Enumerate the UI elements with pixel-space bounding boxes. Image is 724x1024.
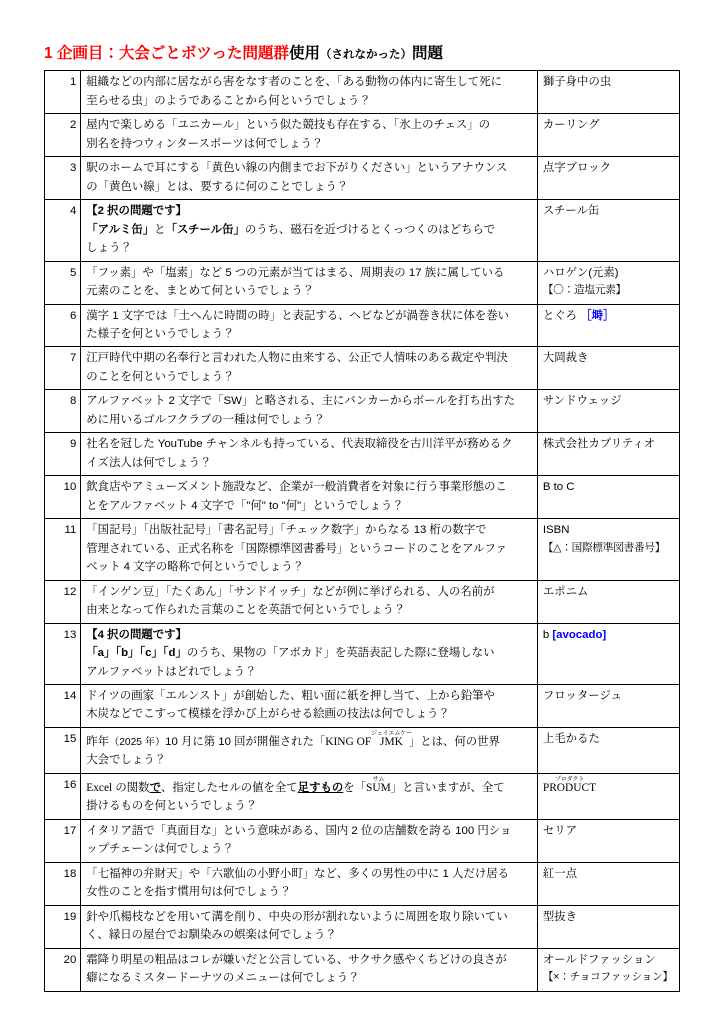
answer-note: 【〇：造塩元素】 — [542, 284, 627, 297]
row-number: 9 — [45, 433, 81, 476]
question-line: のことを何というでしょう？ — [86, 370, 235, 383]
row-number: 17 — [45, 819, 81, 862]
row-number: 7 — [45, 347, 81, 390]
question-line-bold: 【2 択の問題です】 — [86, 205, 187, 218]
answer-cell — [537, 261, 679, 304]
question-line: Excel の関数で、指定したセルの値を全て足すものを「SUMサム」と言いますが、全て — [86, 775, 505, 794]
question-cell — [81, 71, 538, 114]
question-line: 飲食店やアミューズメント施設など、企業が一般消費者を対象に行う事業形態のこ — [86, 481, 507, 494]
question-line: ップチェーンは何でしょう？ — [86, 843, 234, 856]
page-title-red: 1 企画目：大会ごとボツった問題群 — [44, 45, 289, 62]
question-line: 屋内で楽しめる「ユニカール」という似た競技も存在する、「氷上のチェス」の — [86, 119, 491, 132]
table-row — [45, 433, 680, 476]
answer-text: 紅一点 — [542, 867, 578, 880]
answer-cell — [537, 862, 679, 905]
answer-cell — [537, 390, 679, 433]
question-cell — [81, 157, 538, 200]
row-number: 13 — [45, 623, 81, 684]
row-number: 5 — [45, 261, 81, 304]
question-line: とをアルファベット 4 文字で「"何" to "何"」というでしょう？ — [86, 499, 404, 512]
answer-text: サンドウェッジ — [542, 395, 622, 408]
question-line: 由来となって作られた言葉のことを英語で何というでしょう？ — [86, 604, 406, 617]
question-line: 江戸時代中期の名奉行と言われた人物に由来する、公正で人情味のある裁定や判決 — [86, 352, 508, 365]
question-cell — [81, 261, 538, 304]
answer-cell — [537, 623, 679, 684]
question-cell — [81, 819, 538, 862]
quiz-table — [44, 70, 680, 991]
row-number: 11 — [45, 519, 81, 580]
table-row — [45, 727, 680, 773]
table-row — [45, 948, 680, 991]
table-row — [45, 304, 680, 347]
answer-cell — [537, 347, 679, 390]
question-line: 「国記号」「出版社記号」「書名記号」「チェック数字」からなる 13 桁の数字で — [86, 524, 487, 537]
row-number: 2 — [45, 114, 81, 157]
page-title-black-main: 使用 — [288, 45, 320, 62]
table-row — [45, 905, 680, 948]
question-line: 「フッ素」や「塩素」など 5 つの元素が当てはまる、周期表の 17 族に属している — [86, 266, 505, 279]
question-line: めに用いるゴルフクラブの一種は何でしょう？ — [86, 413, 326, 426]
question-cell — [81, 905, 538, 948]
answer-cell — [537, 71, 679, 114]
question-line: の「黄色い線」とは、要するに何のことでしょう？ — [86, 180, 349, 193]
question-line-bold: 【4 択の問題です】 — [86, 628, 187, 641]
question-cell — [81, 476, 538, 519]
question-line: 「アルミ缶」と「スチール缶」のうち、磁石を近づけるとくっつくのはどちらで — [86, 223, 496, 236]
sum-ruby: SUMサム — [366, 775, 391, 794]
question-cell — [81, 433, 538, 476]
question-line: 別名を持つウィンタースポーツは何でしょう？ — [86, 137, 324, 150]
product-ruby-text: プロダクト — [542, 775, 597, 783]
answer-text: ハロゲン(元素) — [542, 266, 619, 279]
row-number: 16 — [45, 773, 81, 819]
table-row — [45, 347, 680, 390]
question-line: 至らせる虫」のようであることから何というでしょう？ — [86, 94, 371, 107]
answer-cell — [537, 433, 679, 476]
row-number: 10 — [45, 476, 81, 519]
table-row — [45, 390, 680, 433]
question-cell — [81, 862, 538, 905]
question-line: 元素のことを、まとめて何というでしょう？ — [86, 285, 315, 298]
question-cell — [81, 200, 538, 261]
row-number: 1 — [45, 71, 81, 114]
question-line: アルファベットはどれでしょう？ — [86, 665, 257, 678]
question-line: 癖になるミスタードーナツのメニューは何でしょう？ — [86, 972, 360, 985]
question-line: 霜降り明星の粗品はコレが嫌いだと公言している、サクサク感やくちどけの良さが — [86, 953, 507, 966]
answer-main: b — [542, 628, 550, 641]
product-ruby — [542, 775, 597, 794]
question-cell — [81, 519, 538, 580]
answer-text: スチール缶 — [542, 205, 600, 218]
row-number: 4 — [45, 200, 81, 261]
answer-main: PRODUCT — [542, 781, 597, 794]
question-line: イズ法人は何でしょう？ — [86, 456, 212, 469]
answer-alt-kanji: ［塒］ — [580, 309, 615, 322]
table-row — [45, 261, 680, 304]
question-line: しょう？ — [86, 242, 132, 255]
table-row — [45, 862, 680, 905]
question-line: 組織などの内部に居ながら害をなす者のことを、「ある動物の体内に寄生して死に — [86, 76, 503, 89]
answer-text: ISBN — [542, 524, 570, 537]
question-line: 社名を冠した YouTube チャンネルも持っている、代表取締役を古川洋平が務めるク — [86, 438, 513, 451]
row-number: 18 — [45, 862, 81, 905]
answer-note: 【△：国際標準図書番号】 — [542, 541, 666, 554]
answer-cell — [537, 157, 679, 200]
page-title-tail: 問題 — [411, 45, 443, 62]
table-row — [45, 519, 680, 580]
answer-cell — [537, 580, 679, 623]
answer-text: 大岡裁き — [542, 352, 589, 365]
question-cell — [81, 304, 538, 347]
answer-cell — [537, 304, 679, 347]
question-line: イタリア語で「真面目な」という意味がある、国内 2 位の店舗数を誇る 100 円ショ — [86, 824, 512, 837]
table-row — [45, 819, 680, 862]
answer-cell — [537, 476, 679, 519]
question-line: 駅のホームで耳にする「黄色い線の内側までお下がりください」というアナウンス — [86, 162, 508, 175]
question-line: 掛けるものを何というでしょう？ — [86, 800, 258, 813]
question-line: 「七福神の弁財天」や「六歌仙の小野小町」など、多くの男性の中に 1 人だけ居る — [86, 867, 510, 880]
question-line: 女性のことを指す慣用句は何でしょう？ — [86, 886, 292, 899]
row-number: 15 — [45, 727, 81, 773]
question-line: 管理されている、正式名称を「国際標準図書番号」というコードのことをアルファ — [86, 542, 508, 555]
answer-cell — [537, 819, 679, 862]
answer-text: フロッタージュ — [542, 689, 622, 702]
question-cell — [81, 684, 538, 727]
table-row — [45, 476, 680, 519]
answer-english: [avocado] — [552, 628, 607, 641]
question-cell — [81, 948, 538, 991]
answer-text: オールドファッション — [542, 953, 656, 966]
table-row — [45, 580, 680, 623]
question-cell — [81, 727, 538, 773]
table-row — [45, 684, 680, 727]
table-row — [45, 773, 680, 819]
question-line: 「インゲン豆」「たくあん」「サンドイッチ」などが例に挙げられる、人の名前が — [86, 585, 495, 598]
quiz-table-body — [45, 71, 680, 991]
question-line: た様子を何というでしょう？ — [86, 328, 235, 340]
table-row — [45, 200, 680, 261]
answer-text: エポニム — [542, 585, 589, 598]
answer-cell — [537, 773, 679, 819]
question-line: アルファベット 2 文字で「SW」と略される、主にバンカーからボールを打ち出すた — [86, 395, 516, 408]
row-number: 8 — [45, 390, 81, 433]
row-number: 12 — [45, 580, 81, 623]
answer-text — [543, 776, 675, 797]
question-line: 昨年（2025 年）10 月に第 10 回が開催された「KING OF JMKジェイエムケー」とは、何の世界 — [86, 729, 500, 748]
row-number: 19 — [45, 905, 81, 948]
page-title-paren: （されなかった） — [319, 49, 412, 61]
question-line: 漢字 1 文字では「土へんに時間の時」と表記する、ヘビなどが渦巻き状に体を巻い — [86, 309, 510, 322]
question-line: 針や爪楊枝などを用いて溝を削り、中央の形が割れないように周囲を取り除いてい — [86, 910, 508, 923]
answer-note: 【×：チョコファッション】 — [542, 971, 673, 984]
jmk-ruby: JMKジェイエムケー — [371, 729, 412, 748]
table-row — [45, 114, 680, 157]
row-number: 6 — [45, 304, 81, 347]
answer-text: 株式会社カプリティオ — [542, 438, 656, 451]
answer-cell — [537, 200, 679, 261]
answer-cell — [537, 905, 679, 948]
question-cell — [81, 773, 538, 819]
table-row — [45, 157, 680, 200]
question-line: ベット 4 文字の略称で何というでしょう？ — [86, 561, 304, 574]
row-number: 3 — [45, 157, 81, 200]
question-line: 大会でしょう？ — [86, 754, 167, 767]
table-row — [45, 71, 680, 114]
answer-text: 獅子身中の虫 — [542, 76, 612, 89]
answer-text: 型抜き — [542, 910, 578, 923]
answer-cell — [537, 948, 679, 991]
answer-text: カーリング — [542, 119, 600, 132]
question-line: 木炭などでこすって模様を浮かび上がらせる絵画の技法は何でしょう？ — [86, 708, 450, 721]
question-cell — [81, 580, 538, 623]
question-cell — [81, 390, 538, 433]
answer-text: 点字ブロック — [542, 162, 611, 175]
question-line: ドイツの画家「エルンスト」が創始した、粗い面に紙を押し当て、上から鉛筆や — [86, 689, 495, 702]
page-title — [44, 44, 680, 63]
answer-text — [543, 307, 675, 325]
answer-text: セリア — [542, 824, 578, 837]
answer-text: B to C — [542, 481, 575, 494]
answer-cell — [537, 684, 679, 727]
question-line: く、縁日の屋台でお馴染みの娯楽は何でしょう？ — [86, 929, 337, 942]
sum-ruby-text: サム — [366, 775, 391, 783]
table-row — [45, 623, 680, 684]
question-line: 「a」「b」「c」「d」のうち、果物の「アボカド」を英語表記した際に登場しない — [86, 647, 495, 660]
answer-text — [543, 626, 675, 644]
question-cell — [81, 347, 538, 390]
row-number: 14 — [45, 684, 81, 727]
row-number: 20 — [45, 948, 81, 991]
jmk-ruby-text: ジェイエムケー — [371, 729, 412, 737]
answer-text: 上毛かるた — [542, 732, 600, 745]
answer-cell — [537, 114, 679, 157]
answer-cell — [537, 727, 679, 773]
question-cell — [81, 114, 538, 157]
question-cell — [81, 623, 538, 684]
answer-main: とぐろ — [542, 309, 578, 322]
answer-cell — [537, 519, 679, 580]
